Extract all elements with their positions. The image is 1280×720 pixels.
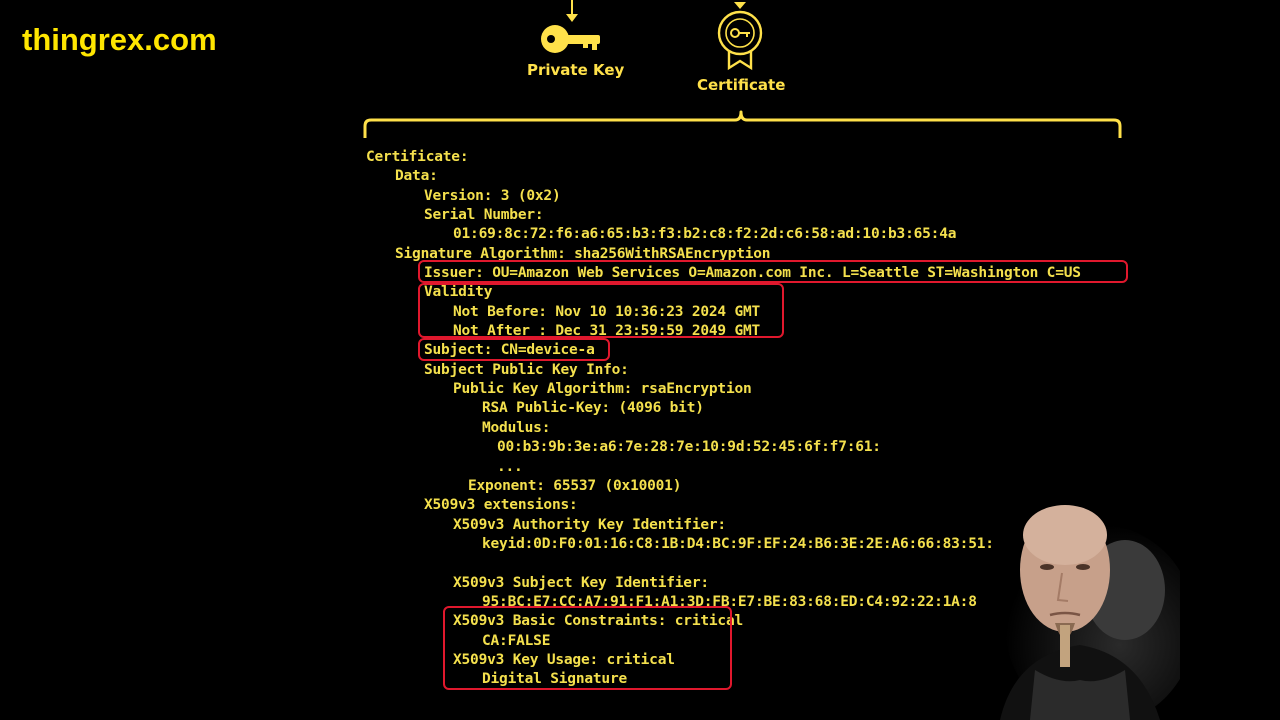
cert-blank-line: [366, 554, 1081, 573]
cert-ski-value: 95:BC:E7:CC:A7:91:F1:A1:3D:FB:E7:BE:83:68:ED:C4:92:22:1A:8: [482, 593, 977, 610]
cert-pk-algorithm: Public Key Algorithm: rsaEncryption: [453, 381, 752, 398]
cert-exponent: Exponent: 65537 (0x10001): [468, 477, 682, 494]
subject-highlight: [418, 338, 610, 361]
cert-issuer: Issuer: OU=Amazon Web Services O=Amazon.com Inc. L=Seattle ST=Washington C=US: [424, 265, 1081, 282]
cert-validity-label: Validity: [424, 284, 493, 301]
cert-modulus-label: Modulus:: [482, 419, 551, 436]
cert-serial-label: Serial Number:: [424, 207, 544, 224]
extensions-highlight: [443, 606, 732, 690]
validity-highlight: [418, 283, 784, 338]
presenter-video: [980, 495, 1180, 720]
cert-extensions-label: X509v3 extensions:: [424, 497, 578, 514]
cert-spki-label: Subject Public Key Info:: [424, 361, 629, 378]
private-key-label: Private Key: [527, 61, 625, 79]
cert-not-before: Not Before: Nov 10 10:36:23 2024 GMT: [453, 303, 761, 320]
cert-header: Certificate:: [366, 149, 469, 165]
cert-not-after: Not After : Dec 31 23:59:59 2049 GMT: [453, 323, 761, 340]
certificate-label: Certificate: [697, 76, 786, 94]
brand-title: thingrex.com: [22, 22, 217, 57]
cert-modulus-ellipsis: ...: [497, 458, 523, 475]
certificate-icon: [719, 12, 761, 68]
cert-version: Version: 3 (0x2): [424, 187, 561, 204]
cert-serial-value: 01:69:8c:72:f6:a6:65:b3:f3:b2:c8:f2:2d:c6:58:ad:10:b3:65:4a: [453, 226, 957, 243]
cert-signature-algorithm: Signature Algorithm: sha256WithRSAEncryption: [395, 245, 771, 262]
top-diagram: [0, 0, 1280, 145]
cert-basic-constraints: X509v3 Basic Constraints: critical: [453, 613, 744, 630]
cert-key-usage: X509v3 Key Usage: critical: [453, 651, 675, 668]
cert-modulus-value: 00:b3:9b:3e:a6:7e:28:7e:10:9d:52:45:6f:f7:61:: [497, 439, 881, 456]
cert-subject: Subject: CN=device-a: [424, 342, 595, 359]
cert-aki-label: X509v3 Authority Key Identifier:: [453, 516, 726, 533]
cert-aki-value: keyid:0D:F0:01:16:C8:1B:D4:BC:9F:EF:24:B6:3E:2E:A6:66:83:51:: [482, 535, 994, 552]
cert-data-label: Data:: [395, 168, 438, 185]
cert-digital-signature: Digital Signature: [482, 671, 628, 688]
cert-ca-false: CA:FALSE: [482, 632, 551, 649]
cert-rsa-public-key: RSA Public-Key: (4096 bit): [482, 400, 704, 417]
cert-ski-label: X509v3 Subject Key Identifier:: [453, 574, 709, 591]
issuer-highlight: [418, 260, 1128, 283]
key-icon: [541, 25, 600, 53]
